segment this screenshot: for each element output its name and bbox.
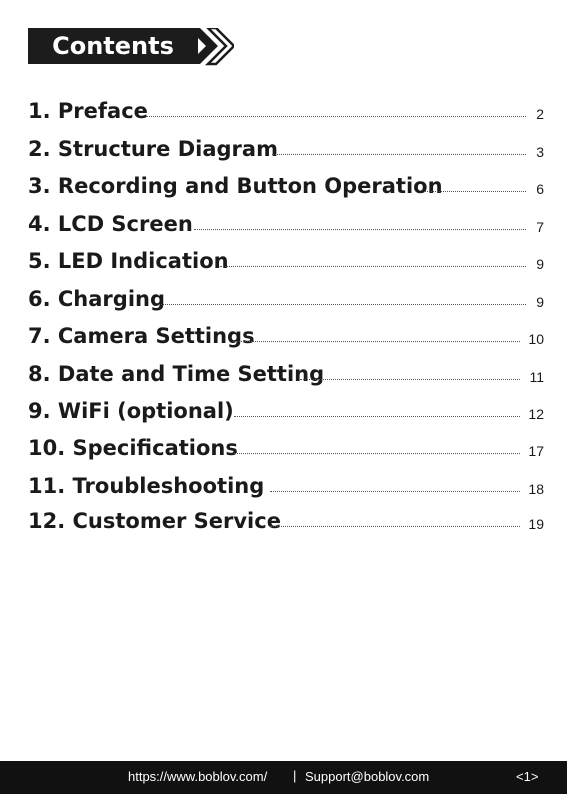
toc-entry-camera-settings[interactable] [28, 321, 544, 358]
dot-leader [194, 229, 526, 230]
toc-entry-structure-diagram[interactable] [28, 134, 544, 171]
dot-leader [270, 491, 520, 492]
toc-entry-title: 6. Charging [28, 287, 166, 311]
toc-entry-date-and-time-setting[interactable] [28, 359, 544, 396]
toc-entry-page: 3 [536, 144, 544, 160]
dot-leader [272, 154, 526, 155]
toc-entry-page: 9 [536, 294, 544, 310]
website-link[interactable]: https://www.boblov.com/ [128, 769, 268, 784]
toc-entry-page: 19 [528, 516, 544, 532]
toc-entry-page: 12 [528, 406, 544, 422]
toc-entry-title: 9. WiFi (optional) [28, 399, 234, 423]
toc-entry-title: 3. Recording and Button Operation [28, 174, 443, 198]
toc-entry-title: 4. LCD Screen [28, 212, 193, 236]
page-number: <1> [516, 769, 539, 784]
dot-leader [300, 379, 520, 380]
page-footer [0, 761, 567, 794]
toc-entry-wifi[interactable] [28, 396, 544, 433]
toc-entry-charging[interactable] [28, 284, 544, 321]
dot-leader [220, 266, 526, 267]
toc-entry-page: 6 [536, 181, 544, 197]
dot-leader [234, 416, 520, 417]
toc-entry-page: 17 [528, 443, 544, 459]
toc-entry-title: 11. Troubleshooting [28, 474, 265, 498]
toc-entry-specifications[interactable] [28, 433, 544, 470]
dot-leader [234, 453, 520, 454]
support-email-link[interactable]: Support@boblov.com [305, 769, 430, 784]
toc-entry-led-indication[interactable] [28, 246, 544, 283]
toc-entry-page: 9 [536, 256, 544, 272]
contents-header [28, 28, 233, 66]
toc-entry-page: 11 [529, 369, 544, 385]
toc-entry-troubleshooting[interactable] [28, 471, 544, 508]
toc-entry-title: 12. Customer Service [28, 509, 281, 533]
toc-entry-preface[interactable] [28, 96, 544, 133]
toc-entry-title: 10. Specifications [28, 436, 238, 460]
toc-entry-lcd-screen[interactable] [28, 209, 544, 246]
dot-leader [233, 341, 520, 342]
footer-separator: | [293, 768, 297, 783]
toc-entry-title: 5. LED Indication [28, 249, 229, 273]
page-title: Contents [52, 32, 174, 60]
toc-entry-page: 7 [536, 219, 544, 235]
dot-leader [161, 304, 526, 305]
toc-entry-title: 2. Structure Diagram [28, 137, 278, 161]
toc-entry-page: 18 [528, 481, 544, 497]
toc-entry-title: 7. Camera Settings [28, 324, 255, 348]
toc-entry-recording-and-button-operation[interactable] [28, 171, 544, 208]
dot-leader [146, 116, 526, 117]
toc-entry-page: 10 [528, 331, 544, 347]
dot-leader [270, 526, 520, 527]
toc-entry-title: 8. Date and Time Setting [28, 362, 325, 386]
toc-entry-customer-service[interactable] [28, 506, 544, 543]
toc-entry-title: 1. Preface [28, 99, 148, 123]
double-chevron-right-icon [188, 28, 234, 66]
toc-entry-page: 2 [536, 106, 544, 122]
dot-leader [424, 191, 526, 192]
